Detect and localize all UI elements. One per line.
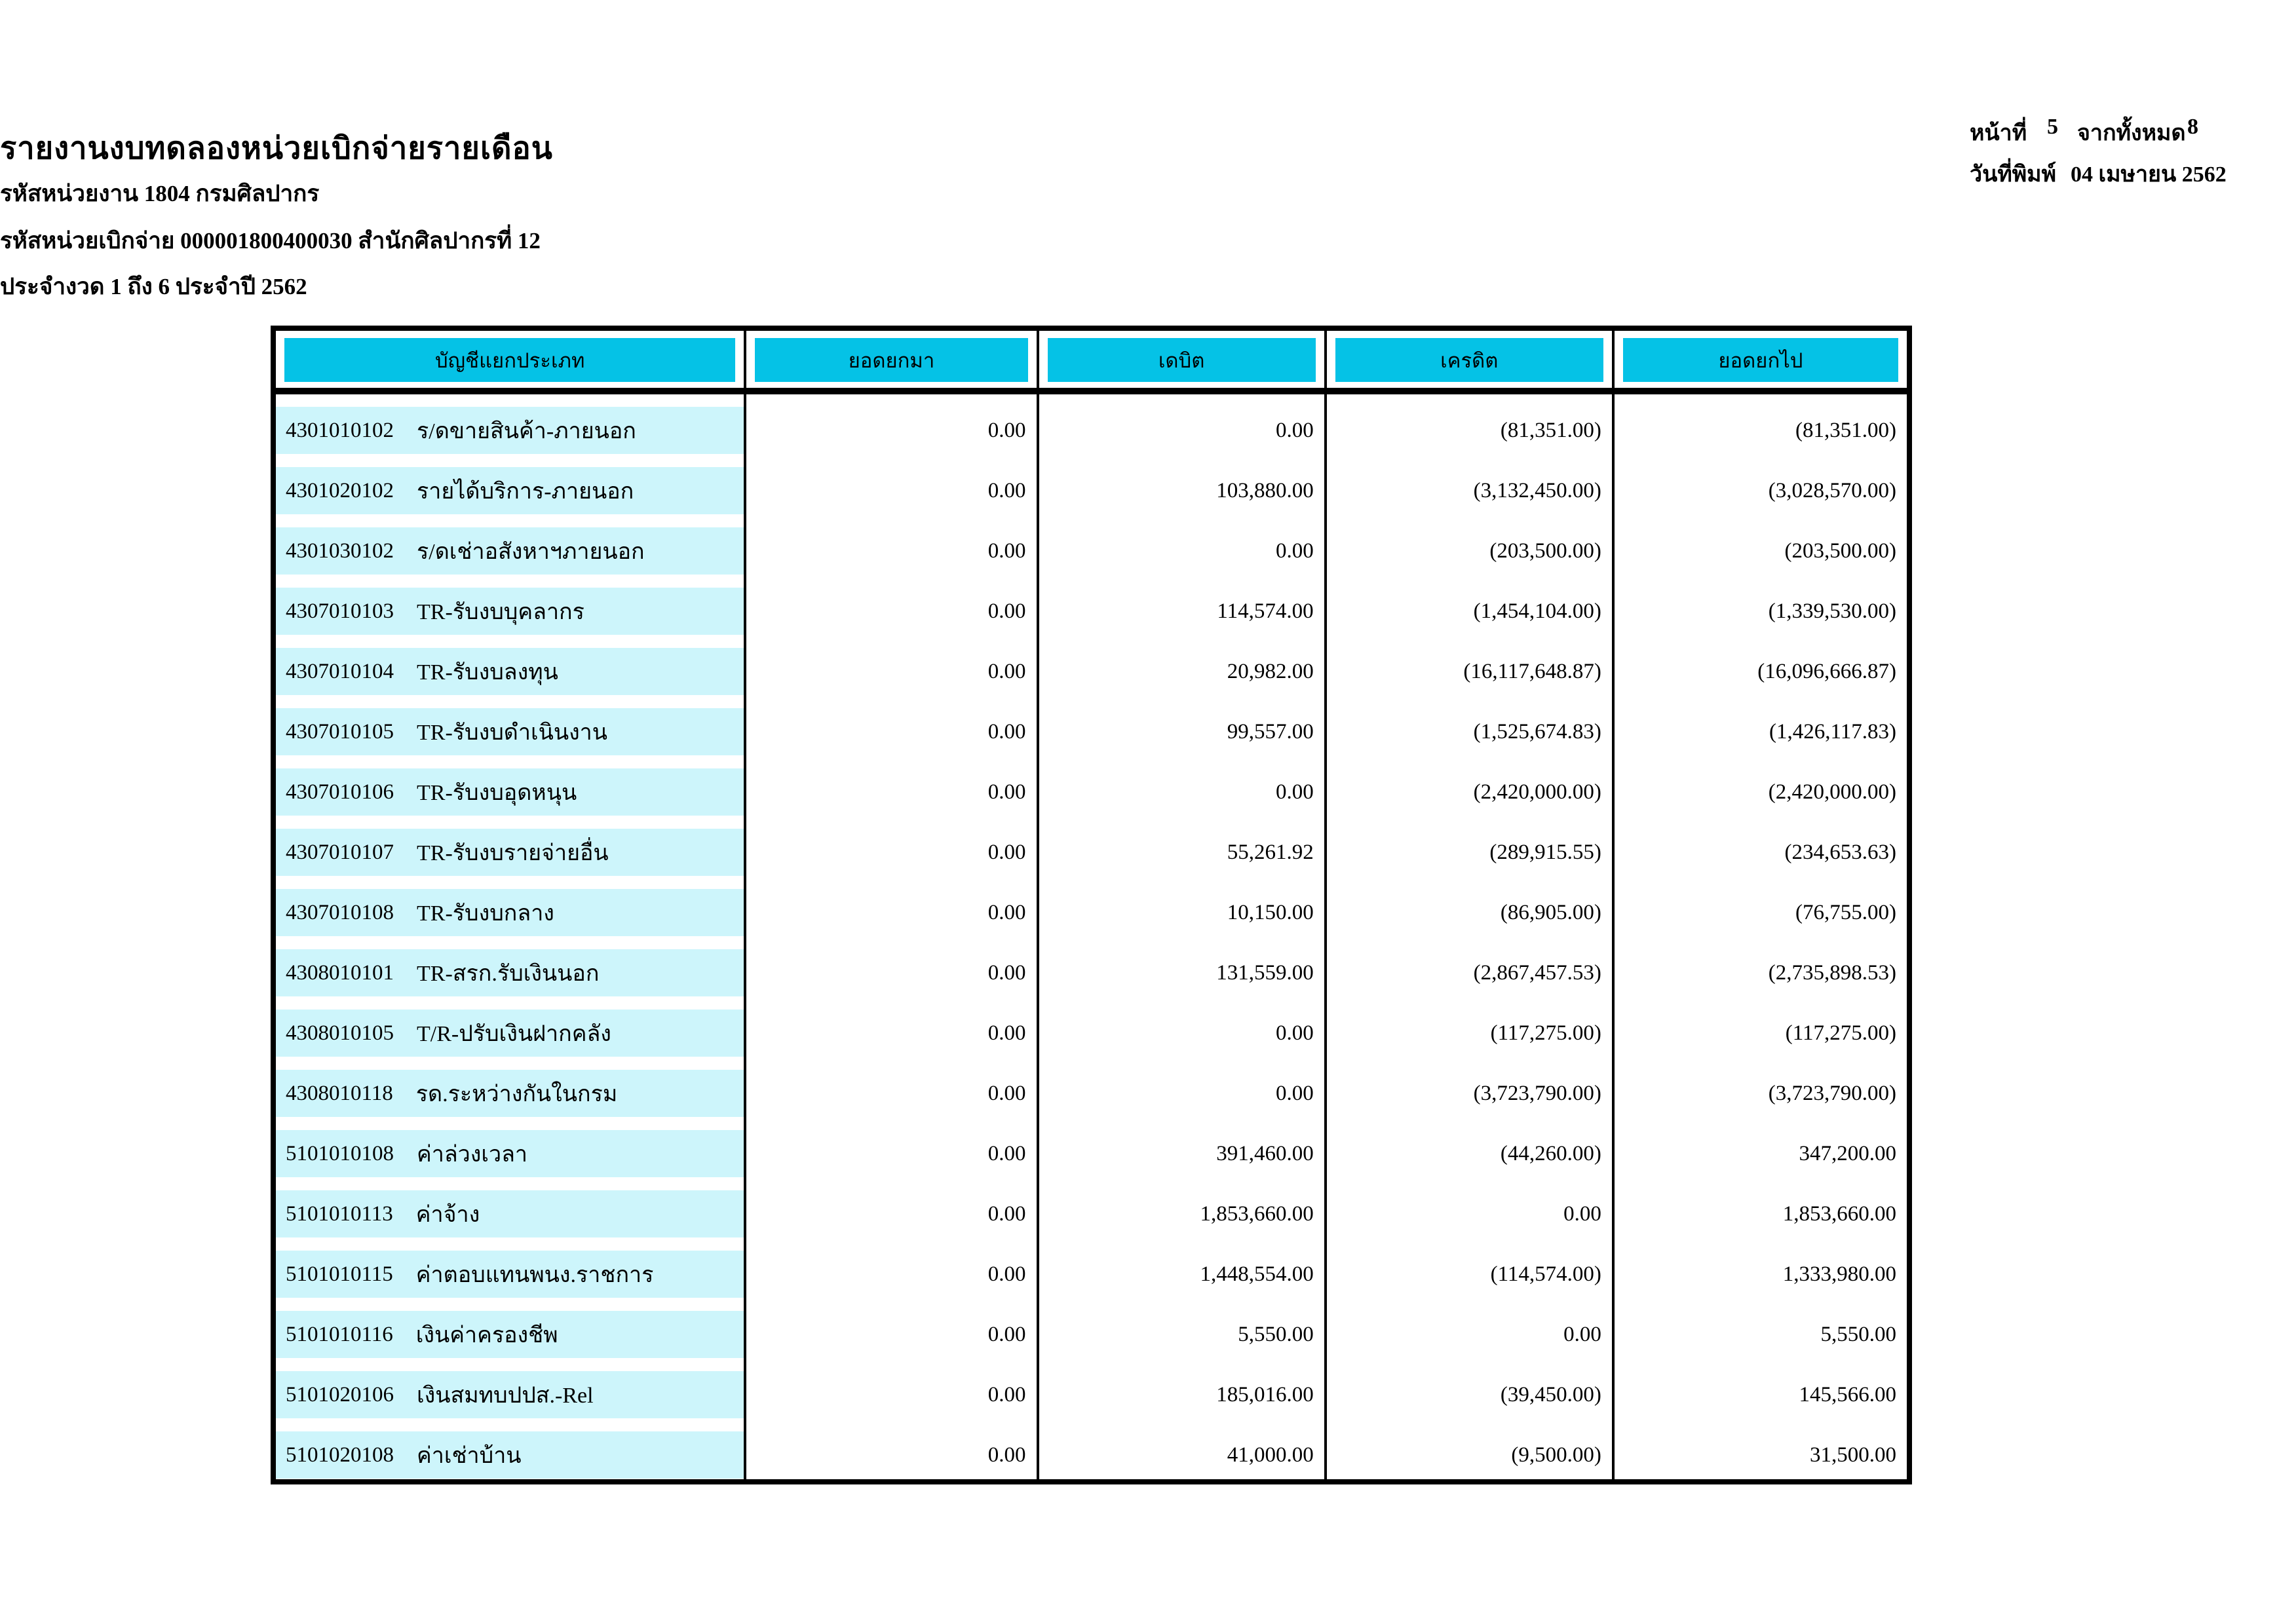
account-name: ร/ดขายสินค้า-ภายนอก — [417, 419, 636, 444]
trial-balance-table — [271, 326, 1912, 1484]
debit-value: 0.00 — [1275, 1081, 1314, 1105]
carry-forward-out-value: (2,420,000.00) — [1768, 780, 1896, 804]
account-bar — [276, 1010, 744, 1057]
debit-value: 99,557.00 — [1227, 719, 1314, 744]
account-bar — [276, 407, 744, 454]
debit-cell — [1039, 1238, 1327, 1298]
account-bar — [276, 1251, 744, 1298]
carry-forward-in-value: 0.00 — [987, 599, 1026, 623]
carry-forward-in-value: 0.00 — [987, 1322, 1026, 1346]
credit-cell — [1327, 394, 1615, 455]
account-name: ร/ดเช่าอสังหาฯภายนอก — [417, 540, 645, 564]
account-code: 4307010107 — [286, 840, 394, 864]
carry-forward-in-value: 0.00 — [987, 659, 1026, 683]
account-bar — [276, 648, 744, 695]
carry-forward-out-value: (81,351.00) — [1795, 418, 1896, 442]
account-code: 4308010101 — [286, 960, 394, 985]
credit-value: (203,500.00) — [1489, 538, 1601, 563]
print-date-value: 04 เมษายน 2562 — [2071, 162, 2227, 187]
account-bar — [276, 1311, 744, 1358]
column-header-carry-forward-out-label: ยอดยกไป — [1623, 338, 1898, 382]
carry-forward-in-value: 0.00 — [987, 960, 1026, 985]
debit-value: 391,460.00 — [1216, 1141, 1314, 1165]
credit-cell — [1327, 1419, 1615, 1479]
debit-cell — [1039, 515, 1327, 575]
report-subtitle-disbursement-unit: รหัสหน่วยเบิกจ่าย 000001800400030 สำนักศิลปากรที่ 12 — [0, 228, 541, 254]
credit-value: (9,500.00) — [1511, 1443, 1601, 1467]
account-cell — [276, 394, 746, 455]
account-bar — [276, 889, 744, 936]
carry-forward-out-cell — [1615, 455, 1907, 515]
carry-forward-out-cell — [1615, 394, 1907, 455]
account-name: T/R-ปรับเงินฝากคลัง — [417, 1022, 611, 1046]
carry-forward-out-value: 5,550.00 — [1820, 1322, 1896, 1346]
carry-forward-in-cell — [746, 1118, 1039, 1178]
carry-forward-out-cell — [1615, 1419, 1907, 1479]
account-bar — [276, 527, 744, 575]
carry-forward-out-cell — [1615, 696, 1907, 756]
carry-forward-out-value: 1,853,660.00 — [1782, 1201, 1896, 1226]
account-code: 4307010106 — [286, 780, 394, 804]
carry-forward-in-cell — [746, 997, 1039, 1057]
account-bar — [276, 949, 744, 996]
debit-value: 41,000.00 — [1227, 1443, 1314, 1467]
carry-forward-out-cell — [1615, 1359, 1907, 1419]
account-cell — [276, 1359, 746, 1419]
carry-forward-in-value: 0.00 — [987, 719, 1026, 744]
credit-value: (16,117,648.87) — [1463, 659, 1601, 683]
carry-forward-out-cell — [1615, 1298, 1907, 1359]
debit-cell — [1039, 455, 1327, 515]
account-name: ค่าเช่าบ้าน — [417, 1444, 522, 1468]
carry-forward-out-value: 145,566.00 — [1799, 1382, 1896, 1407]
carry-forward-in-value: 0.00 — [987, 1081, 1026, 1105]
report-title: รายงานงบทดลองหน่วยเบิกจ่ายรายเดือน — [0, 132, 553, 166]
debit-value: 131,559.00 — [1216, 960, 1314, 985]
account-name: รายได้บริการ-ภายนอก — [417, 480, 634, 504]
credit-cell — [1327, 1118, 1615, 1178]
account-name: TR-รับงบบุคลากร — [417, 600, 584, 624]
account-name: TR-รับงบลงทุน — [417, 660, 558, 685]
account-name: รด.ระหว่างกันในกรม — [415, 1082, 618, 1106]
account-bar — [276, 829, 744, 876]
carry-forward-out-value: 31,500.00 — [1810, 1443, 1896, 1467]
carry-forward-in-cell — [746, 756, 1039, 816]
debit-value: 0.00 — [1275, 418, 1314, 442]
credit-value: (1,454,104.00) — [1473, 599, 1601, 623]
page-number-value: 5 — [2047, 115, 2058, 139]
account-cell — [276, 1057, 746, 1118]
credit-cell — [1327, 1359, 1615, 1419]
column-header-debit-label: เดบิต — [1048, 338, 1316, 382]
account-code: 4307010108 — [286, 900, 394, 924]
account-cell — [276, 756, 746, 816]
debit-cell — [1039, 1359, 1327, 1419]
credit-cell — [1327, 455, 1615, 515]
account-cell — [276, 1178, 746, 1238]
account-cell — [276, 635, 746, 696]
debit-cell — [1039, 635, 1327, 696]
account-code: 5101010108 — [286, 1141, 394, 1165]
credit-value: (2,420,000.00) — [1473, 780, 1601, 804]
carry-forward-out-value: (3,723,790.00) — [1768, 1081, 1896, 1105]
account-code: 5101020106 — [286, 1382, 394, 1407]
carry-forward-out-cell — [1615, 937, 1907, 997]
carry-forward-in-value: 0.00 — [987, 840, 1026, 864]
credit-value: (81,351.00) — [1500, 418, 1601, 442]
credit-cell — [1327, 1238, 1615, 1298]
carry-forward-out-cell — [1615, 1178, 1907, 1238]
carry-forward-in-value: 0.00 — [987, 538, 1026, 563]
debit-value: 1,853,660.00 — [1200, 1201, 1314, 1226]
carry-forward-in-value: 0.00 — [987, 1021, 1026, 1045]
carry-forward-out-cell — [1615, 575, 1907, 635]
column-header-credit — [1327, 331, 1615, 394]
carry-forward-in-value: 0.00 — [987, 1141, 1026, 1165]
account-cell — [276, 575, 746, 635]
account-bar — [276, 588, 744, 635]
debit-cell — [1039, 696, 1327, 756]
account-code: 4308010118 — [286, 1081, 393, 1105]
debit-value: 10,150.00 — [1227, 900, 1314, 924]
account-name: TR-รับงบรายจ่ายอื่น — [417, 841, 609, 865]
debit-value: 114,574.00 — [1217, 599, 1314, 623]
account-cell — [276, 877, 746, 937]
carry-forward-in-cell — [746, 575, 1039, 635]
account-name: TR-รับงบอุดหนุน — [417, 781, 577, 805]
credit-value: (117,275.00) — [1490, 1021, 1601, 1045]
carry-forward-in-value: 0.00 — [987, 1201, 1026, 1226]
account-cell — [276, 1419, 746, 1479]
column-header-carry-forward-out — [1615, 331, 1907, 394]
column-header-credit-label: เครดิต — [1335, 338, 1603, 382]
account-cell — [276, 455, 746, 515]
carry-forward-out-value: (117,275.00) — [1785, 1021, 1896, 1045]
debit-cell — [1039, 1419, 1327, 1479]
debit-cell — [1039, 1178, 1327, 1238]
carry-forward-out-value: (16,096,666.87) — [1757, 659, 1896, 683]
report-subtitle-period: ประจำงวด 1 ถึง 6 ประจำปี 2562 — [0, 274, 307, 299]
carry-forward-out-value: (76,755.00) — [1795, 900, 1896, 924]
account-bar — [276, 1371, 744, 1418]
carry-forward-in-value: 0.00 — [987, 1443, 1026, 1467]
account-bar — [276, 1130, 744, 1177]
account-code: 4301010102 — [286, 418, 394, 442]
account-cell — [276, 1118, 746, 1178]
total-pages-label: จากทั้งหมด — [2077, 121, 2186, 145]
debit-value: 185,016.00 — [1216, 1382, 1314, 1407]
account-code: 4307010105 — [286, 719, 394, 744]
credit-cell — [1327, 937, 1615, 997]
column-header-debit — [1039, 331, 1327, 394]
carry-forward-in-cell — [746, 635, 1039, 696]
account-cell — [276, 997, 746, 1057]
carry-forward-out-value: (203,500.00) — [1784, 538, 1896, 563]
account-cell — [276, 1298, 746, 1359]
account-code: 5101010116 — [286, 1322, 393, 1346]
debit-cell — [1039, 394, 1327, 455]
account-name: เงินสมทบปปส.-Rel — [417, 1384, 594, 1408]
credit-value: 0.00 — [1563, 1322, 1601, 1346]
credit-value: (114,574.00) — [1490, 1262, 1601, 1286]
carry-forward-in-cell — [746, 1238, 1039, 1298]
column-header-carry-forward-in-label: ยอดยกมา — [755, 338, 1027, 382]
carry-forward-out-cell — [1615, 1118, 1907, 1178]
carry-forward-in-cell — [746, 696, 1039, 756]
credit-value: (3,723,790.00) — [1473, 1081, 1601, 1105]
carry-forward-out-cell — [1615, 515, 1907, 575]
debit-cell — [1039, 1298, 1327, 1359]
carry-forward-out-value: (234,653.63) — [1784, 840, 1896, 864]
carry-forward-in-value: 0.00 — [987, 1382, 1026, 1407]
carry-forward-out-value: (1,339,530.00) — [1768, 599, 1896, 623]
carry-forward-in-cell — [746, 1178, 1039, 1238]
carry-forward-out-cell — [1615, 997, 1907, 1057]
column-header-carry-forward-in — [746, 331, 1039, 394]
account-cell — [276, 1238, 746, 1298]
carry-forward-in-cell — [746, 1359, 1039, 1419]
carry-forward-in-cell — [746, 394, 1039, 455]
account-code: 4301030102 — [286, 538, 394, 563]
report-subtitle-agency: รหัสหน่วยงาน 1804 กรมศิลปากร — [0, 181, 320, 206]
account-code: 4308010105 — [286, 1021, 394, 1045]
debit-cell — [1039, 997, 1327, 1057]
credit-cell — [1327, 756, 1615, 816]
account-name: เงินค่าครองชีพ — [415, 1323, 558, 1348]
account-code: 5101020108 — [286, 1443, 394, 1467]
credit-value: (44,260.00) — [1500, 1141, 1601, 1165]
account-code: 4307010103 — [286, 599, 394, 623]
carry-forward-out-cell — [1615, 877, 1907, 937]
account-name: ค่าล่วงเวลา — [417, 1142, 528, 1167]
carry-forward-out-cell — [1615, 1057, 1907, 1118]
credit-cell — [1327, 635, 1615, 696]
debit-value: 0.00 — [1275, 780, 1314, 804]
debit-cell — [1039, 1057, 1327, 1118]
carry-forward-in-cell — [746, 816, 1039, 877]
carry-forward-in-cell — [746, 937, 1039, 997]
credit-value: 0.00 — [1563, 1201, 1601, 1226]
account-code: 5101010115 — [286, 1262, 393, 1286]
credit-cell — [1327, 816, 1615, 877]
carry-forward-in-cell — [746, 877, 1039, 937]
page-number-label: หน้าที่ — [1970, 121, 2027, 145]
debit-value: 1,448,554.00 — [1200, 1262, 1314, 1286]
carry-forward-out-value: (1,426,117.83) — [1769, 719, 1896, 744]
credit-value: (289,915.55) — [1489, 840, 1601, 864]
carry-forward-in-value: 0.00 — [987, 780, 1026, 804]
column-header-account — [276, 331, 746, 394]
account-name: ค่าตอบแทนพนง.ราชการ — [415, 1263, 654, 1287]
credit-value: (39,450.00) — [1500, 1382, 1601, 1407]
carry-forward-out-cell — [1615, 756, 1907, 816]
account-code: 5101010113 — [286, 1201, 393, 1226]
account-name: TR-รับงบดำเนินงาน — [417, 721, 608, 745]
carry-forward-in-cell — [746, 455, 1039, 515]
carry-forward-out-cell — [1615, 816, 1907, 877]
carry-forward-out-cell — [1615, 1238, 1907, 1298]
debit-cell — [1039, 937, 1327, 997]
account-bar — [276, 1070, 744, 1117]
account-bar — [276, 467, 744, 514]
account-code: 4307010104 — [286, 659, 394, 683]
carry-forward-out-value: (3,028,570.00) — [1768, 478, 1896, 502]
credit-value: (1,525,674.83) — [1473, 719, 1601, 744]
carry-forward-out-value: 347,200.00 — [1799, 1141, 1896, 1165]
debit-cell — [1039, 1118, 1327, 1178]
carry-forward-in-value: 0.00 — [987, 418, 1026, 442]
debit-value: 5,550.00 — [1238, 1322, 1314, 1346]
credit-cell — [1327, 696, 1615, 756]
debit-value: 20,982.00 — [1227, 659, 1314, 683]
carry-forward-in-value: 0.00 — [987, 1262, 1026, 1286]
debit-value: 0.00 — [1275, 538, 1314, 563]
credit-value: (2,867,457.53) — [1473, 960, 1601, 985]
account-name: ค่าจ้าง — [415, 1203, 480, 1227]
account-name: TR-สรก.รับเงินนอก — [417, 962, 600, 986]
debit-cell — [1039, 877, 1327, 937]
account-name: TR-รับงบกลาง — [417, 901, 554, 926]
debit-cell — [1039, 575, 1327, 635]
debit-cell — [1039, 816, 1327, 877]
carry-forward-out-cell — [1615, 635, 1907, 696]
account-cell — [276, 816, 746, 877]
credit-value: (86,905.00) — [1500, 900, 1601, 924]
carry-forward-in-cell — [746, 1419, 1039, 1479]
account-cell — [276, 515, 746, 575]
carry-forward-in-cell — [746, 1298, 1039, 1359]
carry-forward-in-value: 0.00 — [987, 478, 1026, 502]
column-header-account-label: บัญชีแยกประเภท — [284, 338, 735, 382]
carry-forward-in-value: 0.00 — [987, 900, 1026, 924]
debit-value: 55,261.92 — [1227, 840, 1314, 864]
debit-value: 0.00 — [1275, 1021, 1314, 1045]
debit-cell — [1039, 756, 1327, 816]
carry-forward-in-cell — [746, 1057, 1039, 1118]
carry-forward-in-cell — [746, 515, 1039, 575]
account-bar — [276, 1431, 744, 1479]
account-bar — [276, 768, 744, 816]
print-date-label: วันที่พิมพ์ — [1970, 162, 2056, 187]
credit-cell — [1327, 1057, 1615, 1118]
credit-cell — [1327, 515, 1615, 575]
debit-value: 103,880.00 — [1216, 478, 1314, 502]
account-cell — [276, 937, 746, 997]
credit-cell — [1327, 575, 1615, 635]
credit-cell — [1327, 877, 1615, 937]
credit-cell — [1327, 997, 1615, 1057]
credit-value: (3,132,450.00) — [1473, 478, 1601, 502]
carry-forward-out-value: 1,333,980.00 — [1782, 1262, 1896, 1286]
credit-cell — [1327, 1298, 1615, 1359]
account-code: 4301020102 — [286, 478, 394, 502]
credit-cell — [1327, 1178, 1615, 1238]
account-bar — [276, 708, 744, 755]
account-cell — [276, 696, 746, 756]
carry-forward-out-value: (2,735,898.53) — [1768, 960, 1896, 985]
account-bar — [276, 1190, 744, 1237]
total-pages-value: 8 — [2187, 115, 2198, 139]
